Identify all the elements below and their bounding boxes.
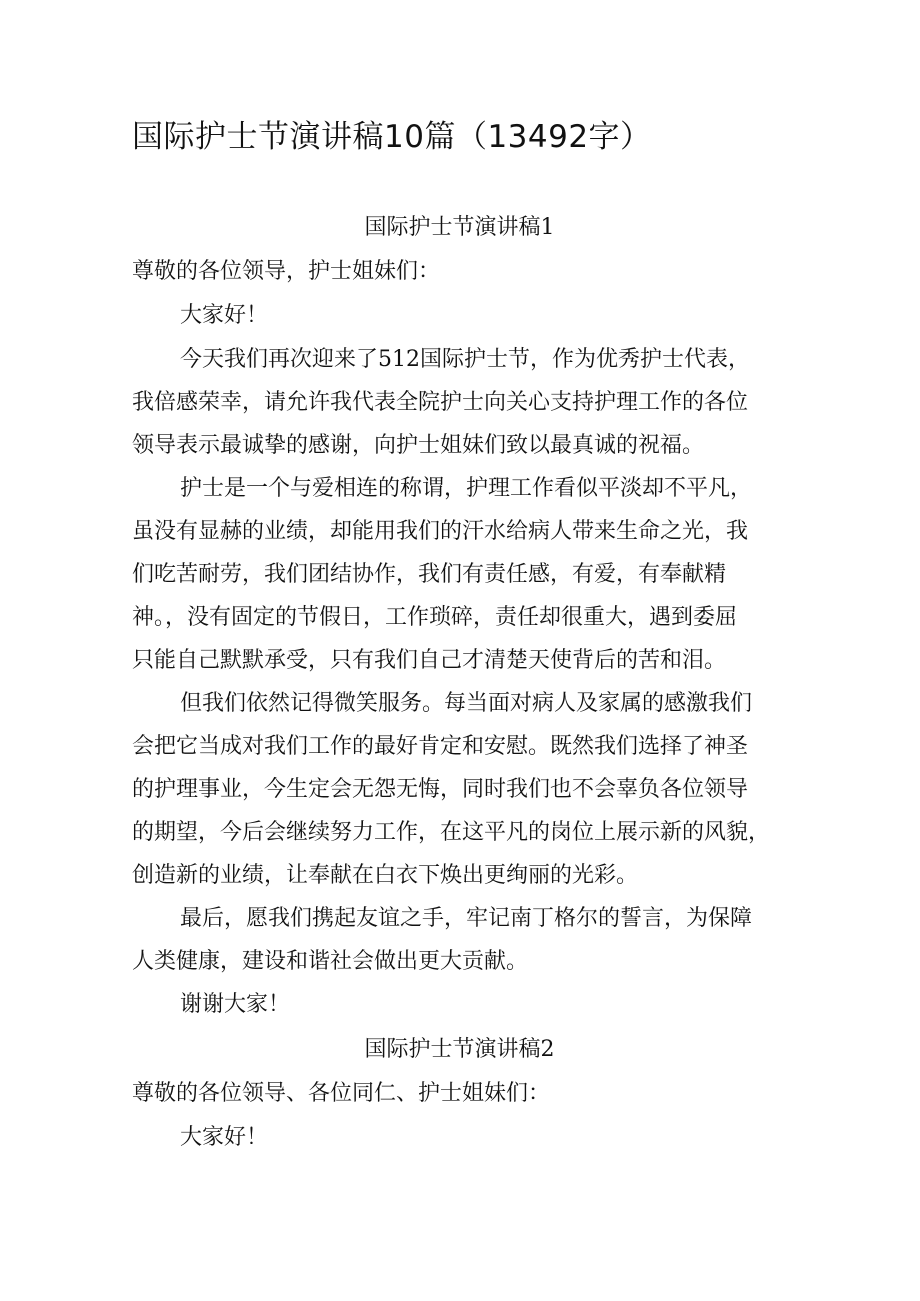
speech-2-salutation: 尊敬的各位领导、各位同仁、护士姐妹们： [132,1081,551,1106]
paragraph-line: 们吃苦耐劳，我们团结协作，我们有责任感，有爱，有奉献精 [132,562,727,587]
paragraph-line: 今天我们再次迎来了512国际护士节，作为优秀护士代表， [180,347,750,372]
paragraph-line: 只能自己默默承受，只有我们自己才清楚天使背后的苦和泪。 [132,648,727,673]
speech-1-greeting: 大家好！ [180,303,269,328]
speech-2-heading: 国际护士节演讲稿2 [364,1037,555,1062]
paragraph-line: 人类健康，建设和谐社会做出更大贡献。 [132,949,529,974]
speech-1-salutation: 尊敬的各位领导，护士姐妹们： [132,259,441,284]
paragraph-line: 的护理事业，今生定会无怨无悔，同时我们也不会辜负各位领导 [132,777,749,802]
speech-1-heading: 国际护士节演讲稿1 [364,215,555,240]
paragraph-line: 虽没有显赫的业绩，却能用我们的汗水给病人带来生命之光，我 [132,519,749,544]
paragraph-line: 的期望，今后会继续努力工作，在这平凡的岗位上展示新的风貌， [132,820,771,845]
paragraph-line: 护士是一个与爱相连的称谓，护理工作看似平淡却不平凡， [180,476,753,501]
speech-1-closing: 谢谢大家！ [180,992,291,1017]
paragraph-line: 但我们依然记得微笑服务。每当面对病人及家属的感激我们 [180,691,753,716]
speech-2-greeting: 大家好！ [180,1125,269,1150]
paragraph-line: 最后，愿我们携起友谊之手，牢记南丁格尔的誓言，为保障 [180,906,753,931]
paragraph-line: 会把它当成对我们工作的最好肯定和安慰。既然我们选择了神圣 [132,734,749,759]
paragraph-line: 创造新的业绩，让奉献在白衣下焕出更绚丽的光彩。 [132,863,639,888]
paragraph-line: 领导表示最诚挚的感谢，向护士姐妹们致以最真诚的祝福。 [132,433,705,458]
paragraph-line: 我倍感荣幸，请允许我代表全院护士向关心支持护理工作的各位 [132,390,749,415]
document-title: 国际护士节演讲稿10篇（13492字） [132,119,652,155]
paragraph-line: 神。，没有固定的节假日，工作琐碎，责任却很重大，遇到委屈 [132,605,738,630]
